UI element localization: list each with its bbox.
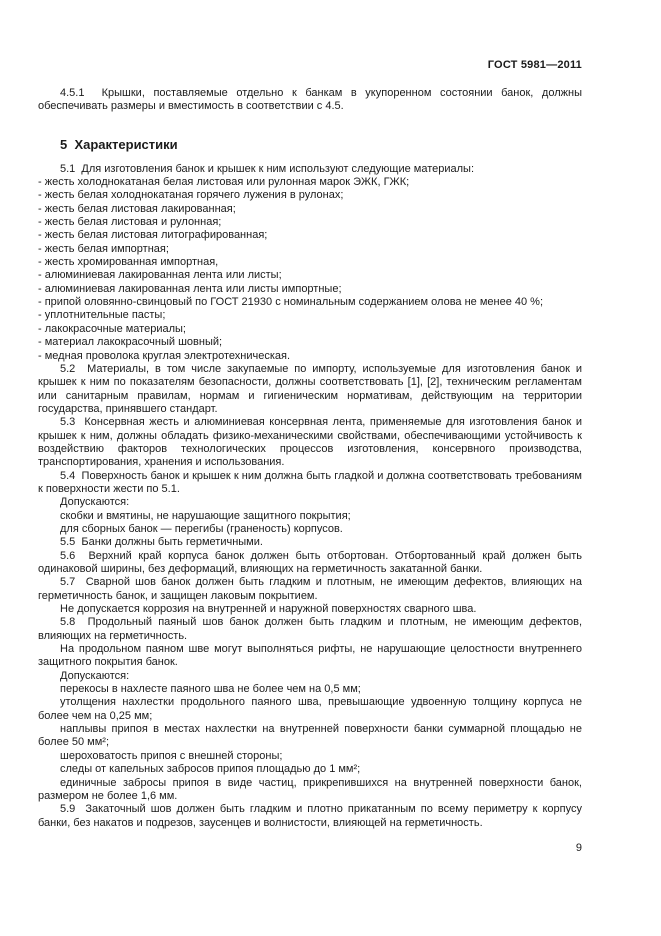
allowance-item: следы от капельных забросов припоя площадью до 1 мм²; bbox=[60, 763, 361, 776]
allowance-item: утолщения нахлестки продольного паяного шва, превышающие удвоенную толщину корпуса не более чем на 0,25 мм; bbox=[38, 696, 582, 722]
allowances-intro: Допускаются: bbox=[60, 669, 130, 682]
material-list-item: - жесть белая листовая лакированная; bbox=[38, 202, 236, 215]
document-content bbox=[38, 87, 582, 830]
material-list-item: - припой оловянно-свинцовый по ГОСТ 21930 с номинальным содержанием олова не менее 40 %; bbox=[38, 296, 544, 309]
material-list-item: - алюминиевая лакированная лента или листы; bbox=[38, 269, 282, 282]
clause-5-4: 5.4 Поверхность банок и крышек к ним должна быть гладкой и должна соответствовать требованиям к поверхности жести по 5.1. bbox=[38, 469, 582, 495]
clause-5-6: 5.6 Верхний край корпуса банок должен быть отбортован. Отбортованный край должен быть одинаковой ширины, без деформаций, влияющих на герметичность закатанной банки. bbox=[38, 549, 582, 575]
allowance-item: наплывы припоя в местах нахлестки на внутренней поверхности банки суммарной площадью не более 50 мм²; bbox=[38, 723, 582, 749]
page-header: ГОСТ 5981—2011 bbox=[487, 59, 582, 71]
material-list-item: - жесть белая импортная; bbox=[38, 242, 169, 255]
material-list-item: - лакокрасочные материалы; bbox=[38, 322, 186, 335]
material-list-item: - жесть белая холоднокатаная горячего лужения в рулонах; bbox=[38, 189, 344, 202]
material-list-item: - уплотнительные пасты; bbox=[38, 309, 166, 322]
section-5-heading: 5 Характеристики bbox=[60, 136, 178, 152]
clause-5-7: 5.7 Сварной шов банок должен быть гладким и плотным, не имеющим дефектов, влияющих на герметичность банок, и защищен лаковым покрытием. bbox=[38, 576, 582, 602]
clause-5-8: 5.8 Продольный паяный шов банок должен быть гладким и плотным, не имеющим дефектов, влияющих на герметичность. bbox=[38, 616, 582, 642]
clause-5-1: 5.1 Для изготовления банок и крышек к ним используют следующие материалы: bbox=[60, 162, 475, 175]
clause-5-3: 5.3 Консервная жесть и алюминиевая консервная лента, применяемые для изготовления банок и крышек к ним, должны обладать физико-механическими свойствами, обеспечивающими устойчивость к воздействию факторов технологических процессов изготовления, консервного производства, транспортирования, хранения и использования. bbox=[38, 416, 582, 469]
allowances-intro: Допускаются: bbox=[60, 496, 130, 509]
clause-5-9: 5.9 Закаточный шов должен быть гладким и плотно прикатанным по всему периметру к корпусу банки, без накатов и подрезов, заусенцев и волнистости, влияющей на герметичность. bbox=[38, 803, 582, 829]
allowance-item: шероховатость припоя с внешней стороны; bbox=[60, 749, 283, 762]
material-list-item: - жесть холоднокатаная белая листовая или рулонная марок ЭЖК, ГЖК; bbox=[38, 176, 410, 189]
allowance-item: единичные забросы припоя в виде частиц, прикрепившихся на внутренней поверхности банок, размером не более 1,6 мм. bbox=[38, 776, 582, 802]
allowance-item: скобки и вмятины, не нарушающие защитного покрытия; bbox=[60, 509, 351, 522]
material-list-item: - жесть белая листовая литографированная; bbox=[38, 229, 268, 242]
page-number: 9 bbox=[575, 842, 582, 854]
clause-5-5: 5.5 Банки должны быть герметичными. bbox=[60, 536, 263, 549]
material-list-item: - жесть хромированная импортная, bbox=[38, 256, 219, 269]
material-list-item: - материал лакокрасочный шовный; bbox=[38, 336, 223, 349]
allowance-item: перекосы в нахлесте паяного шва не более чем на 0,5 мм; bbox=[60, 683, 361, 696]
clause-5-2: 5.2 Материалы, в том числе закупаемые по импорту, используемые для изготовления банок и крышек к ним по показателям безопасности, должны соответствовать [1], [2], техническим регламентам или санитарным правилам, нормам и гигиеническим нормативам, действующим на территории государства, принявшего стандарт. bbox=[38, 362, 582, 415]
clause-4-5-1: 4.5.1 Крышки, поставляемые отдельно к банкам в укупоренном состоянии банок, должны обеспечивать размеры и вместимость в соответствии с 4.5. bbox=[38, 87, 582, 113]
material-list-item: - медная проволока круглая электротехническая. bbox=[38, 349, 291, 362]
clause-5-8-note: На продольном паяном шве могут выполняться рифты, не нарушающие целостности внутреннего защитного покрытия банок. bbox=[38, 643, 582, 669]
allowance-item: для сборных банок — перегибы (граненость) корпусов. bbox=[60, 522, 343, 535]
material-list-item: - алюминиевая лакированная лента или листы импортные; bbox=[38, 282, 342, 295]
clause-5-7-note: Не допускается коррозия на внутренней и наружной поверхностях сварного шва. bbox=[60, 603, 477, 616]
material-list-item: - жесть белая листовая и рулонная; bbox=[38, 216, 222, 229]
